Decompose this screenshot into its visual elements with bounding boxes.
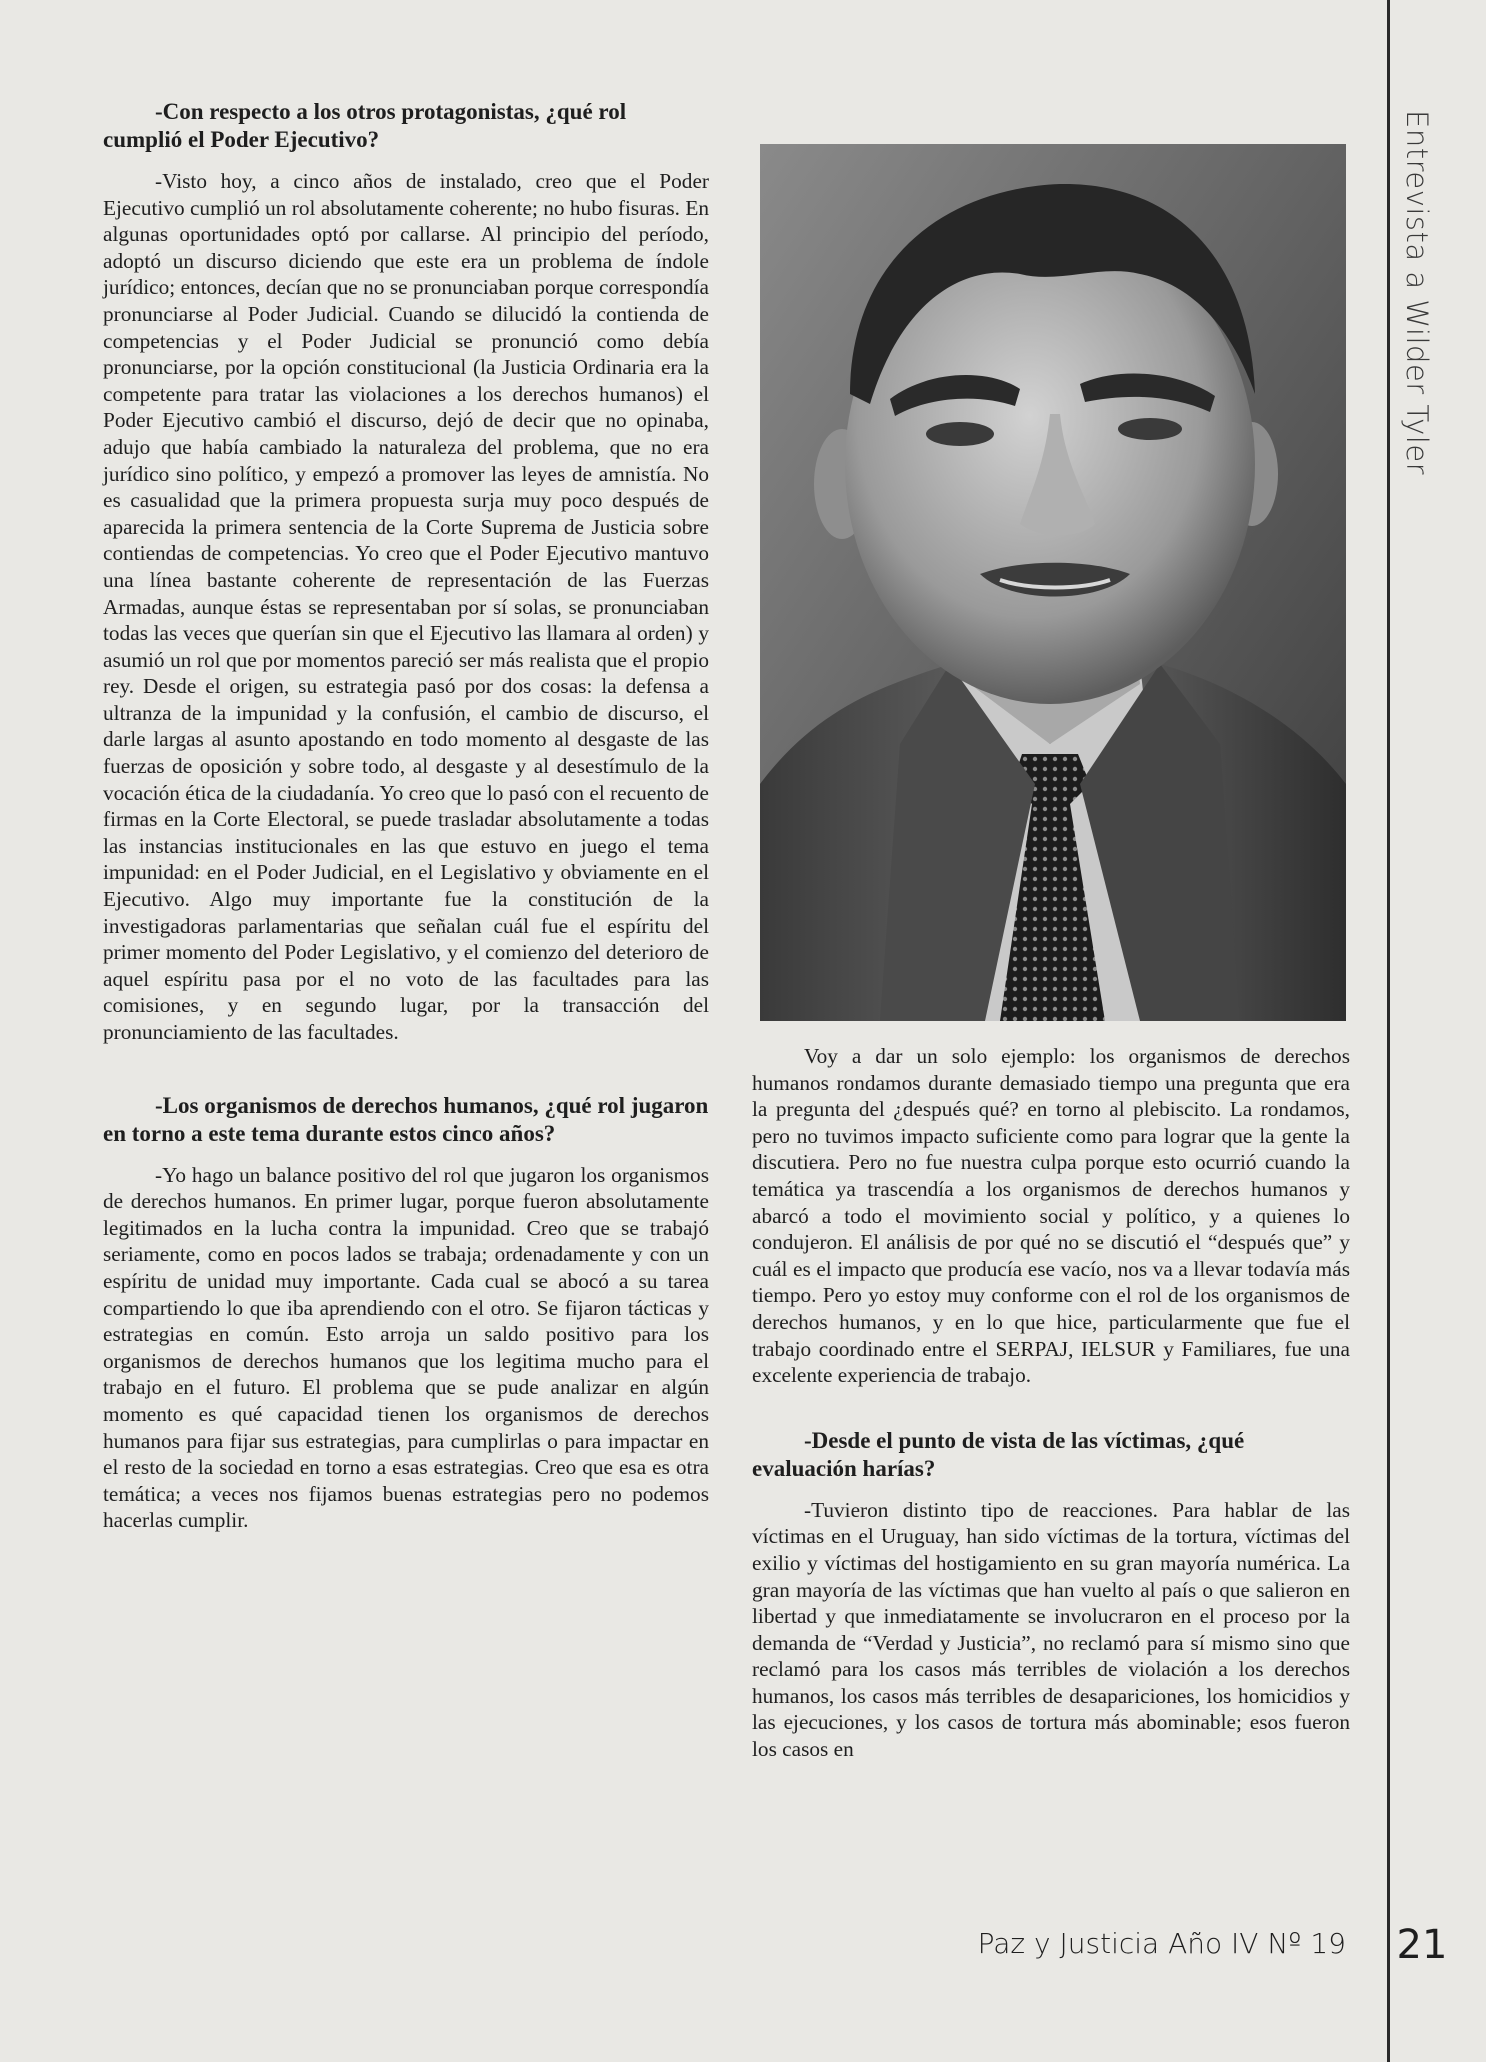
answer-3: -Tuvieron distinto tipo de reacciones. Para hablar de las víctimas en el Uruguay, han sido víctimas de la tortura, víctimas del exilio y víctimas del hostigamiento en su gran mayoría numérica. La gran mayoría de las víctimas que han vuelto al país o que salieron en libertad y que inmediatamente se involucraron en el proceso por la demanda de “Verdad y Justicia”, no reclamó para sí mismo sino que reclamó para los casos más terribles de violación a los derechos humanos, los casos más terribles de desapariciones, los homicidios y las ejecuciones, y los casos de tortura más abominable; esos fueron los casos en — [752, 1497, 1350, 1762]
page-number: 21 — [1396, 1922, 1448, 1968]
question-1: -Con respecto a los otros protagonistas, ¿qué rol cumplió el Poder Ejecutivo? — [103, 99, 627, 152]
answer-2: -Yo hago un balance positivo del rol que jugaron los organismos de derechos humanos. En primer lugar, porque fueron absolutamente legitimados en la lucha contra la impunidad. Creo que se trabajó seriamente, como en pocos lados se trabaja; ordenadamente y con un espíritu de unidad muy importante. Cada cual se abocó a su tarea compartiendo lo que iba aprendiendo con el otro. Se fijaron tácticas y estrategias en común. Esto arroja un saldo positivo para los organismos de derechos humanos que los legitima mucho para el trabajo en el futuro. El problema que se pude analizar en algún momento es qué capacidad tienen los organismos de derechos humanos para fijar sus estrategias, para cumplirlas o para impactar en el resto de la sociedad en torno a esas estrategias. Creo que esa es otra temática; a veces nos fijamos buenas estrategias pero no podemos hacerlas cumplir. — [103, 1162, 709, 1533]
section-side-tab — [1392, 110, 1442, 510]
question-3: -Desde el punto de vista de las víctimas, ¿qué evaluación harías? — [752, 1427, 1245, 1481]
answer-2-continued: Voy a dar un solo ejemplo: los organismos de derechos humanos rondamos durante demasiado tiempo una pregunta que era la pregunta del ¿después qué? en torno al plebiscito. La rondamos, pero no tuvimos impacto suficiente como para lograr que la gente la discutiera. Pero no fue nuestra culpa porque esto ocurrió cuando la temática ya trascendía a los organismos de derechos humanos y abarcó a todo el movimiento social y político, y a quienes lo condujeron. El análisis de por qué no se discutió el “después que” y cuál es el impacto que producía ese vacío, nos va a llevar todavía más tiempo. Pero yo estoy muy conforme con el rol de los organismos de derechos humanos, y en lo que hice, particularmente que fue el trabajo coordinado entre el SERPAJ, IELSUR y Familiares, fue una excelente experiencia de trabajo. — [752, 1044, 1350, 1388]
page-edge-line — [1387, 0, 1390, 2062]
answer-1: -Visto hoy, a cinco años de instalado, creo que el Poder Ejecutivo cumplió un rol absolutamente coherente; no hubo fisuras. En algunas oportunidades optó por callarse. Al principio del período, adoptó un discurso diciendo que este era un problema de índole jurídico; entonces, decían que no se pronunciaban porque correspondía pronunciarse al Poder Judicial. Cuando se dilucidó la contienda de competencias y el Poder Judicial se pronunció como debía pronunciarse, por la opción constitucional (la Justicia Ordinaria era la competente para tratar las violaciones a los derechos humanos) el Poder Ejecutivo cambió el discurso, dejó de decir que no opinaba, adujo que había cambiado la naturaleza del problema, que no era jurídico sino político, y empezó a promover las leyes de amnistía. No es casualidad que la primera propuesta surja muy poco después de aparecida la primera sentencia de la Corte Suprema de Justicia sobre contiendas de competencias. Yo creo que el Poder Ejecutivo mantuvo una línea bastante coherente de representación de las Fuerzas Armadas, aunque éstas se representaban por sí solas, se pronunciaban todas las veces que querían sin que el Ejecutivo las llamara al orden) y asumió un rol que por momentos pareció ser más realista que el propio rey. Desde el origen, su estrategia pasó por dos cosas: la defensa a ultranza de la impunidad y la confusión, el cambio de discurso, el darle largas al asunto apostando en todo momento al desgaste de las fuerzas de oposición y sobre todo, al desgaste y al desestímulo de la vocación ética de la ciudadanía. Yo creo que lo pasó con el recuento de firmas en la Corte Electoral, se puede trasladar absolutamente a todas las instancias institucionales en las que estuvo en juego el tema impunidad: en el Poder Judicial, en el Legislativo y obviamente en el Ejecutivo. Algo muy importante fue la constitución de la investigadoras parlamentarias que señalan cuál fue el espíritu del primer momento del Poder Legislativo, y el comienzo del deterioro de aquel espíritu pasa por el no voto de las facultades para las comisiones, y en segundo lugar, por la transacción del pronunciamiento de las facultades. — [103, 169, 709, 1044]
interviewee-photo — [760, 144, 1346, 1021]
left-text-column — [103, 98, 709, 1534]
right-text-column — [752, 1043, 1350, 1763]
question-2: -Los organismos de derechos humanos, ¿qué rol jugaron en torno a este tema durante estos cinco años? — [103, 1092, 709, 1146]
publication-footer: Paz y Justicia Año IV Nº 19 — [977, 1927, 1346, 1960]
section-title: Entrevista a Wilder Tyler — [1400, 110, 1434, 476]
